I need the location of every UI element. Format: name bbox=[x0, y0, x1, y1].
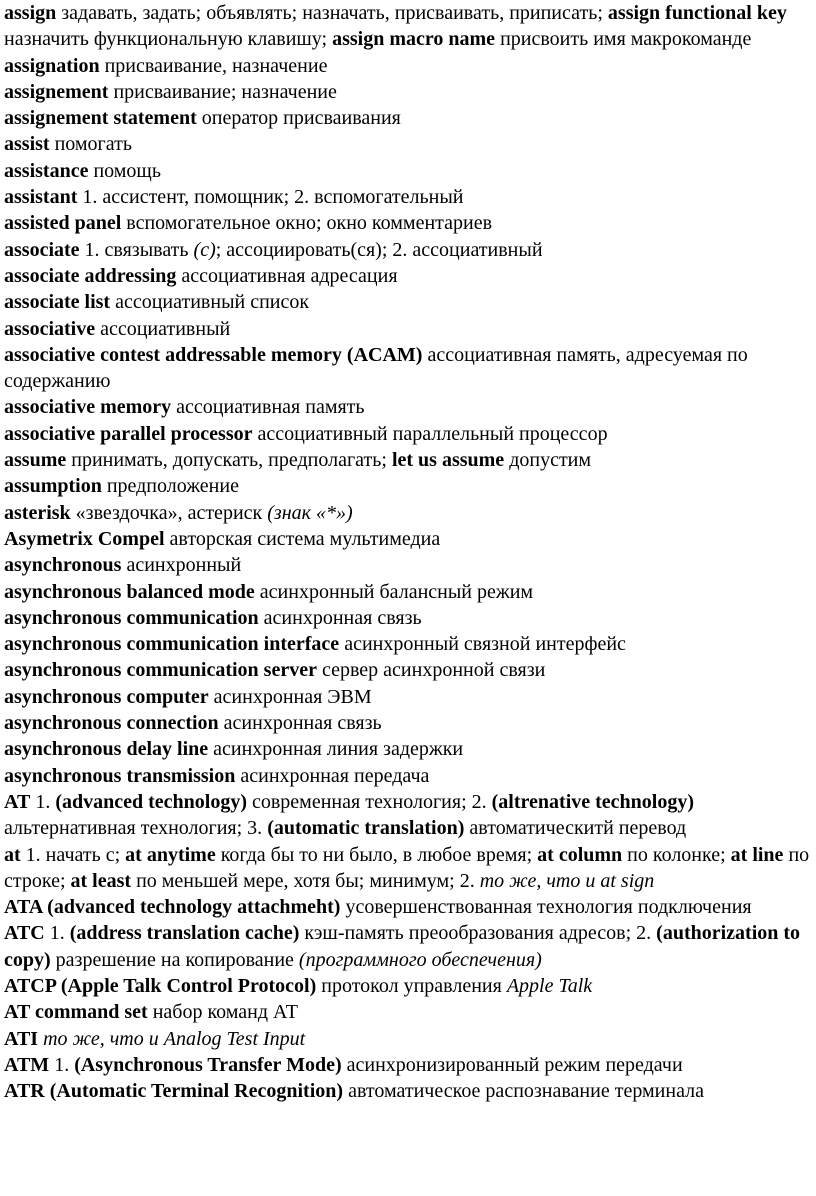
entry-term: at column bbox=[537, 843, 623, 866]
entry-definition: автоматическитй перевод bbox=[464, 817, 687, 840]
dictionary-entry bbox=[4, 579, 812, 605]
dictionary-entry bbox=[4, 605, 812, 631]
dictionary-entry bbox=[4, 237, 812, 263]
entry-definition: асинхронная связь bbox=[258, 606, 422, 629]
entry-definition: сервер асинхронной связи bbox=[316, 659, 546, 682]
entry-definition: асинхронная передача bbox=[235, 764, 430, 787]
entry-definition: по строке; bbox=[4, 843, 810, 892]
entry-term: (automatic translation) bbox=[267, 817, 465, 840]
entry-term: assistant bbox=[4, 186, 78, 209]
entry-term: associate bbox=[4, 238, 80, 261]
dictionary-entry bbox=[4, 842, 812, 895]
entry-note: Apple Talk bbox=[506, 974, 593, 997]
entry-term: associative bbox=[4, 317, 96, 340]
entry-definition: назначить функциональную клавишу; bbox=[4, 28, 333, 51]
dictionary-entry bbox=[4, 473, 812, 499]
dictionary-entry bbox=[4, 53, 812, 79]
entry-definition: 1. bbox=[30, 790, 56, 813]
dictionary-entry bbox=[4, 263, 812, 289]
entry-definition: альтернативная технология; 3. bbox=[4, 817, 268, 840]
dictionary-entry bbox=[4, 894, 812, 920]
entry-term: asynchronous communication bbox=[4, 606, 259, 629]
entry-term: assist bbox=[4, 133, 50, 156]
dictionary-entry bbox=[4, 684, 812, 710]
entry-definition: ассоциативный параллельный процессор bbox=[252, 422, 608, 445]
entry-term: (advanced technology) bbox=[55, 790, 247, 813]
entry-definition: 1. bbox=[49, 1053, 75, 1076]
entry-term: at least bbox=[70, 869, 132, 892]
dictionary-entry bbox=[4, 184, 812, 210]
dictionary-entry bbox=[4, 394, 812, 420]
entry-term: AT command set bbox=[4, 1001, 148, 1024]
dictionary-entry bbox=[4, 552, 812, 578]
entry-term: assignation bbox=[4, 54, 100, 77]
entry-definition: современная технология; 2. bbox=[246, 790, 492, 813]
entry-definition: «звездочка», астериск bbox=[70, 501, 268, 524]
entry-term: Asymetrix Compel bbox=[4, 527, 165, 550]
entry-note: (с) bbox=[193, 238, 216, 261]
entry-definition: ассоциативная адресация bbox=[176, 264, 398, 287]
entry-term: asynchronous communication server bbox=[4, 659, 317, 682]
entry-term: ATR (Automatic Terminal Recognition) bbox=[4, 1080, 344, 1103]
entry-definition: асинхронная линия задержки bbox=[208, 738, 464, 761]
dictionary-entry bbox=[4, 447, 812, 473]
dictionary-entry bbox=[4, 973, 812, 999]
entry-definition: задавать, задать; объявлять; назначать, присваивать, приписать; bbox=[56, 2, 608, 24]
entry-definition: ассоциативная память, адресуемая по содержанию bbox=[4, 343, 748, 393]
dictionary-entry bbox=[4, 631, 812, 657]
dictionary-entry bbox=[4, 710, 812, 736]
entry-term: associative memory bbox=[4, 396, 172, 419]
entry-term: asynchronous connection bbox=[4, 712, 219, 735]
entry-definition: предположение bbox=[101, 475, 239, 498]
entry-term: associate list bbox=[4, 291, 111, 314]
entry-term: assumption bbox=[4, 475, 102, 498]
entry-term: asterisk bbox=[4, 501, 71, 524]
entry-term: assignement bbox=[4, 80, 109, 103]
entry-definition: асинхронизированный режим передачи bbox=[341, 1053, 683, 1076]
entry-term: at anytime bbox=[125, 843, 216, 866]
dictionary-entry bbox=[4, 1078, 812, 1104]
dictionary-entry bbox=[4, 289, 812, 315]
entry-definition: авторская система мультимедиа bbox=[164, 527, 441, 550]
entry-definition: ассоциативный bbox=[95, 317, 231, 340]
entry-term: assignement statement bbox=[4, 107, 197, 130]
dictionary-entry bbox=[4, 79, 812, 105]
entry-term: assistance bbox=[4, 159, 89, 182]
entry-term: ATC bbox=[4, 922, 45, 945]
entry-definition: ; ассоциировать(ся); 2. ассоциативный bbox=[215, 238, 543, 261]
entry-definition: вспомогательное окно; окно комментариев bbox=[121, 212, 493, 235]
entry-definition: допустим bbox=[504, 449, 592, 472]
entry-note: то же, что и Analog Test Input bbox=[43, 1027, 306, 1050]
entry-definition: по меньшей мере, хотя бы; минимум; 2. bbox=[131, 869, 480, 892]
entry-term: let us assume bbox=[391, 449, 505, 472]
entry-term: asynchronous transmission bbox=[4, 764, 236, 787]
dictionary-entry bbox=[4, 105, 812, 131]
entry-note: то же, что и at sign bbox=[479, 869, 655, 892]
entry-definition: принимать, допускать, предполагать; bbox=[66, 449, 392, 472]
dictionary-entry bbox=[4, 0, 812, 53]
entry-definition: 1. начать с; bbox=[20, 843, 126, 866]
entry-definition: асинхронный балансный режим bbox=[254, 580, 534, 603]
entry-term: asynchronous computer bbox=[4, 685, 209, 708]
entry-term: associative parallel processor bbox=[4, 422, 253, 445]
entry-definition: автоматическое распознавание терминала bbox=[343, 1080, 704, 1103]
entry-definition: набор команд АТ bbox=[147, 1001, 298, 1024]
entry-note: (программного обеспечения) bbox=[298, 948, 542, 971]
entry-term: assign macro name bbox=[332, 28, 496, 51]
dictionary-entry bbox=[4, 131, 812, 157]
entry-definition: ассоциативный список bbox=[110, 291, 310, 314]
dictionary-entry bbox=[4, 421, 812, 447]
entry-term: asynchronous bbox=[4, 554, 122, 577]
entry-definition: по колонке; bbox=[622, 843, 731, 866]
entry-definition: ассоциативная память bbox=[171, 396, 365, 419]
entry-definition: асинхронная ЭВМ bbox=[208, 685, 372, 708]
entry-definition: оператор присваивания bbox=[196, 107, 401, 130]
entry-term: (authorization to copy) bbox=[4, 922, 801, 971]
entry-definition: когда бы то ни было, в любое время; bbox=[215, 843, 538, 866]
entry-term: at bbox=[4, 843, 21, 866]
entry-definition: присвоить имя макрокоманде bbox=[495, 28, 752, 51]
entry-term: ATCP (Apple Talk Control Protocol) bbox=[4, 974, 317, 997]
entry-term: assign functional key bbox=[607, 2, 787, 24]
dictionary-entry bbox=[4, 920, 812, 973]
entry-term: asynchronous delay line bbox=[4, 738, 209, 761]
entry-term: associative contest addressable memory (ACAM) bbox=[4, 343, 423, 366]
dictionary-entry bbox=[4, 526, 812, 552]
dictionary-entry bbox=[4, 736, 812, 762]
entry-term: assume bbox=[4, 449, 67, 472]
entry-definition: 1. bbox=[44, 922, 70, 945]
entry-term: associate addressing bbox=[4, 264, 177, 287]
entry-definition: протокол управления bbox=[316, 974, 507, 997]
entry-term: ATM bbox=[4, 1053, 50, 1076]
entry-definition: 1. связывать bbox=[79, 238, 194, 261]
entry-term: (Asynchronous Transfer Mode) bbox=[74, 1053, 342, 1076]
entry-term: assisted panel bbox=[4, 212, 122, 235]
dictionary-entry bbox=[4, 342, 812, 395]
dictionary-entry bbox=[4, 763, 812, 789]
dictionary-entry bbox=[4, 1026, 812, 1052]
entry-definition: разрешение на копирование bbox=[50, 948, 299, 971]
dictionary-entry bbox=[4, 1052, 812, 1078]
entry-term: asynchronous balanced mode bbox=[4, 580, 255, 603]
dictionary-entry bbox=[4, 657, 812, 683]
dictionary-entry bbox=[4, 316, 812, 342]
entry-term: asynchronous communication interface bbox=[4, 633, 340, 656]
entry-term: (altrenative technology) bbox=[491, 790, 695, 813]
entry-term: AT bbox=[4, 790, 31, 813]
entry-definition: асинхронная связь bbox=[218, 712, 382, 735]
entry-definition: помогать bbox=[49, 133, 132, 156]
entry-note: (знак «*») bbox=[267, 501, 353, 524]
entry-definition: присваивание, назначение bbox=[99, 54, 328, 77]
entry-definition: асинхронный связной интерфейс bbox=[339, 633, 626, 656]
dictionary-entry bbox=[4, 158, 812, 184]
entry-definition: усовершенствованная технология подключения bbox=[340, 896, 752, 919]
entry-term: ATI bbox=[4, 1027, 39, 1050]
dictionary-entry bbox=[4, 500, 812, 526]
entry-term: assign bbox=[4, 2, 57, 24]
entry-term: (address translation cache) bbox=[69, 922, 300, 945]
dictionary-entry bbox=[4, 210, 812, 236]
entry-definition: помощь bbox=[88, 159, 161, 182]
entry-definition: асинхронный bbox=[121, 554, 242, 577]
entry-term: at line bbox=[730, 843, 784, 866]
entry-definition: присваивание; назначение bbox=[108, 80, 337, 103]
dictionary-entry bbox=[4, 789, 812, 842]
dictionary-entry bbox=[4, 999, 812, 1025]
entry-definition: 1. ассистент, помощник; 2. вспомогательный bbox=[77, 186, 464, 209]
entry-definition: кэш-память преообразования адресов; 2. bbox=[299, 922, 657, 945]
entry-term: ATA (advanced technology attachmeht) bbox=[4, 896, 341, 919]
